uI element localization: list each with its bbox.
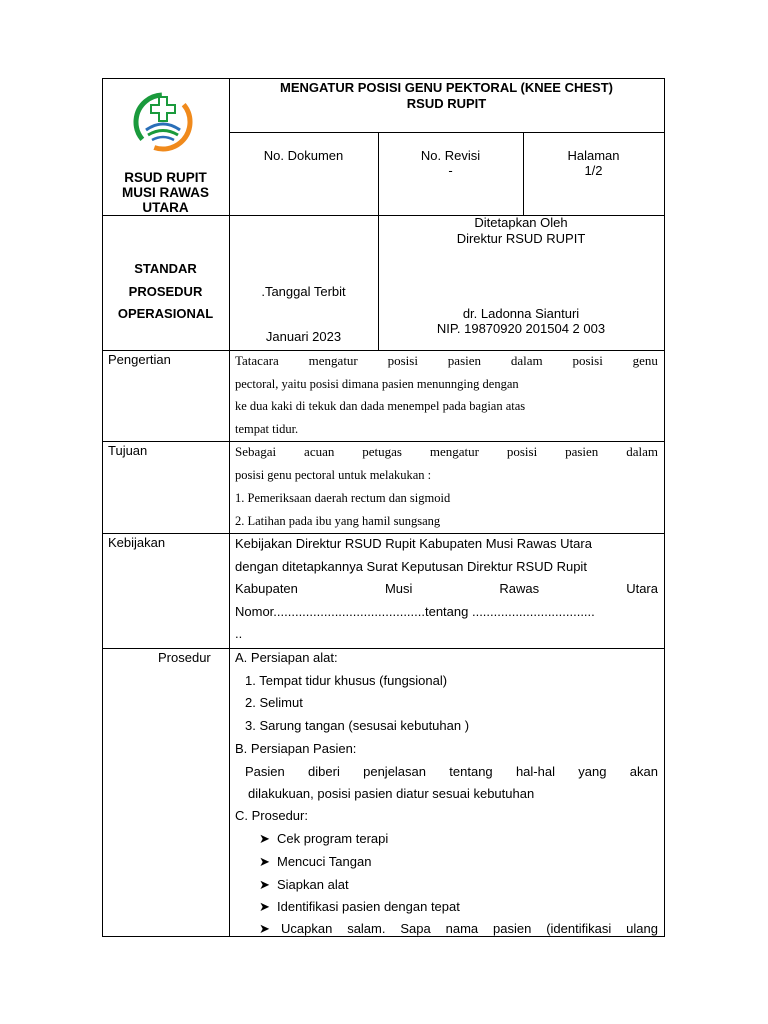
table-border-top (102, 78, 665, 79)
director-nip: NIP. 19870920 201504 2 003 (436, 321, 606, 336)
prosedur-step (259, 831, 388, 847)
arrow-bullet-icon: ➤ (259, 877, 270, 892)
word: genu (632, 353, 658, 368)
prosedur-label: Prosedur (158, 650, 211, 665)
direktur-title: Direktur RSUD RUPIT (456, 231, 586, 246)
word: tentang (449, 764, 493, 779)
word: posisi (387, 353, 418, 368)
table-divider (229, 132, 664, 133)
kebijakan-label: Kebijakan (108, 535, 166, 550)
kebijakan-line2: dengan ditetapkannya Surat Keputusan Direktur RSUD Rupit (235, 559, 587, 574)
ditetapkan-oleh: Ditetapkan Oleh (474, 215, 568, 230)
word: salam. (347, 921, 386, 936)
hospital-logo (128, 88, 198, 156)
word: posisi (572, 353, 603, 368)
spo-title-line2: PROSEDUR (128, 284, 203, 299)
word: Kabupaten (235, 581, 298, 596)
tujuan-item2: 2. Latihan pada ibu yang hamil sungsang (235, 514, 441, 528)
pengertian-line1 (235, 353, 658, 369)
step-text: Mencuci Tangan (277, 854, 372, 869)
word: penjelasan (363, 764, 426, 779)
no-dokumen-label: No. Dokumen (263, 148, 344, 163)
table-divider (102, 533, 665, 534)
kebijakan-line1: Kebijakan Direktur RSUD Rupit Kabupaten Musi Rawas Utara (235, 536, 592, 551)
table-divider (102, 350, 665, 351)
table-divider (102, 648, 665, 649)
tujuan-label: Tujuan (108, 443, 148, 458)
step-text: Identifikasi pasien dengan tepat (277, 899, 460, 914)
word: Rawas (499, 581, 540, 596)
word: Utara (626, 581, 658, 596)
no-revisi-value: - (448, 163, 453, 178)
word: Pasien (245, 764, 285, 779)
word: mengatur (308, 353, 358, 368)
word: mengatur (429, 444, 479, 459)
table-border-bottom (102, 936, 665, 937)
word: dalam (626, 444, 658, 459)
prosedur-step-last (281, 921, 658, 936)
alat-item-2: 2. Selimut (245, 695, 303, 710)
kebijakan-line5: .. (235, 626, 243, 641)
tujuan-line1 (235, 444, 658, 460)
persiapan-pasien-line1 (245, 764, 658, 779)
word: (identifikasi (546, 921, 612, 936)
word: dalam (510, 353, 543, 368)
step-text: Siapkan alat (277, 877, 349, 892)
alat-item-1: 1. Tempat tidur khusus (fungsional) (245, 673, 448, 688)
arrow-bullet-icon: ➤ (259, 854, 270, 869)
word: Ucapkan (281, 921, 333, 936)
persiapan-pasien-title: B. Persiapan Pasien: (235, 741, 357, 756)
prosedur-step (259, 899, 460, 915)
word: acuan (304, 444, 335, 459)
word: petugas (362, 444, 402, 459)
persiapan-alat-title: A. Persiapan alat: (235, 650, 338, 665)
word: Sebagai (235, 444, 277, 459)
spo-title-line1: STANDAR (134, 261, 197, 276)
word: Sapa (400, 921, 431, 936)
word: pasien (493, 921, 532, 936)
word: Musi (384, 581, 413, 596)
word: pasien (447, 353, 482, 368)
org-name-line1: RSUD RUPIT (124, 170, 207, 185)
no-revisi-label: No. Revisi (420, 148, 481, 163)
alat-item-3: 3. Sarung tangan (sesusai kebutuhan ) (245, 718, 470, 733)
org-name-line2: MUSI RAWAS (121, 185, 209, 200)
doc-title-line2: RSUD RUPIT (406, 96, 487, 111)
arrow-bullet-icon: ➤ (259, 921, 270, 936)
word: akan (629, 764, 658, 779)
word: hal-hal (515, 764, 555, 779)
pengertian-line2: pectoral, yaitu posisi dimana pasien menunnging dengan (235, 377, 519, 391)
word: posisi (506, 444, 538, 459)
pengertian-line3: ke dua kaki di tekuk dan dada menempel pada bagian atas (235, 399, 526, 413)
table-border-right (664, 78, 665, 936)
pengertian-label: Pengertian (108, 352, 171, 367)
doc-title-line1: MENGATUR POSISI GENU PEKTORAL (KNEE CHEST) (280, 80, 613, 95)
kebijakan-line4: Nomor..........................................tentang .................................. (235, 604, 595, 619)
word: Tatacara (235, 353, 279, 368)
org-name-line3: UTARA (142, 200, 189, 215)
prosedur-title: C. Prosedur: (235, 808, 308, 823)
word: nama (445, 921, 479, 936)
word: ulang (626, 921, 658, 936)
prosedur-step (259, 921, 277, 937)
halaman-label: Halaman (567, 148, 620, 163)
word: diberi (308, 764, 340, 779)
pengertian-line4: tempat tidur. (235, 422, 299, 436)
table-divider (102, 441, 665, 442)
prosedur-step (259, 854, 371, 870)
table-divider-col1 (229, 78, 230, 936)
arrow-bullet-icon: ➤ (259, 899, 270, 914)
step-text: Cek program terapi (277, 831, 389, 846)
kebijakan-line3 (235, 581, 658, 596)
tanggal-terbit-label: .Tanggal Terbit (261, 284, 346, 299)
prosedur-step (259, 877, 349, 893)
spo-title-line3: OPERASIONAL (117, 306, 214, 321)
persiapan-pasien-line2: dilakukuan, posisi pasien diatur sesuai kebutuhan (248, 786, 535, 801)
tanggal-terbit-value: Januari 2023 (265, 329, 342, 344)
halaman-value: 1/2 (584, 163, 603, 178)
director-name: dr. Ladonna Sianturi (462, 306, 580, 321)
tujuan-item1: 1. Pemeriksaan daerah rectum dan sigmoid (235, 491, 451, 505)
word: pasien (565, 444, 599, 459)
word: yang (578, 764, 607, 779)
tujuan-line2: posisi genu pectoral untuk melakukan : (235, 468, 432, 482)
arrow-bullet-icon: ➤ (259, 831, 270, 846)
